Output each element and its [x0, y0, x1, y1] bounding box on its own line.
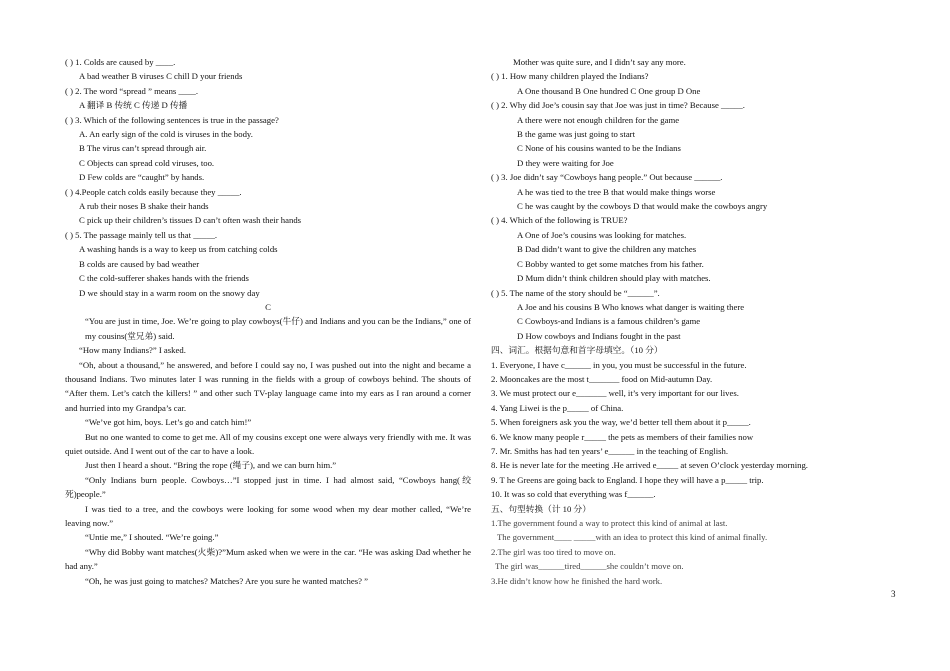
question-2: ( ) 2. Why did Joe’s cousin say that Joe was just in time? Because _____. — [491, 100, 745, 111]
question-1-options: A bad weather B viruses C chill D your friends — [79, 71, 243, 82]
question-5-option-a: A washing hands is a way to keep us from catching colds — [79, 244, 278, 255]
question-2-option-c: C None of his cousins wanted to be the Indians — [517, 143, 681, 154]
question-1: ( ) 1. Colds are caused by ____. — [65, 57, 176, 67]
story-paragraph: “Untie me,” I shouted. “We’re going.” — [85, 532, 219, 543]
question-2-option-d: D they were waiting for Joe — [517, 157, 614, 168]
question-4-option-a: A One of Joe’s cousins was looking for matches. — [517, 229, 687, 240]
vocab-item: 7. Mr. Smiths has had ten years’ e______ in the teaching of English. — [491, 445, 729, 456]
question-2-option-a: A there were not enough children for the game — [517, 114, 680, 125]
vocab-item: 5. When foreigners ask you the way, we’d better tell them about it p_____. — [491, 417, 751, 428]
transform-item-blank: The girl was______tired______she couldn’t move on. — [495, 561, 684, 572]
story-paragraph: Mother was quite sure, and I didn’t say any more. — [513, 57, 686, 67]
section-4-title: 四、词汇。根据句意和首字母填空。（10 分） — [491, 345, 663, 356]
vocab-item: 10. It was so cold that everything was f______. — [491, 489, 656, 500]
question-5-options-ab: A Joe and his cousins B Who knows what danger is waiting there — [517, 301, 745, 312]
question-3-option-c: C Objects can spread cold viruses, too. — [79, 157, 215, 168]
question-4-option-c: C Bobby wanted to get some matches from his father. — [517, 258, 704, 269]
story-paragraph: “We’ve got him, boys. Let’s go and catch him!” — [85, 417, 252, 428]
story-paragraph: “Why did Bobby want matches(火柴)?”Mum asked when we were in the car. “He was asking Dad whether he had any.” — [65, 546, 471, 572]
vocab-item: 4. Yang Liwei is the p_____ of China. — [491, 402, 624, 413]
transform-item-blank: The government____ _____with an idea to protect this kind of animal finally. — [497, 532, 768, 543]
transform-item: 2.The girl was too tired to move on. — [491, 546, 616, 557]
question-3-option-b: B The virus can’t spread through air. — [79, 143, 207, 154]
question-2-options: A 翻译 B 传统 C 传递 D 传播 — [79, 100, 188, 111]
story-paragraph: “Only Indians burn people. Cowboys…”I stopped just in time. I had almost said, “Cowboys hang(绞死)people.” — [65, 474, 471, 500]
question-4-option-b: B Dad didn’t want to give the children any matches — [517, 244, 697, 255]
question-2: ( ) 2. The word “spread ” means ____. — [65, 85, 199, 96]
vocab-item: 8. He is never late for the meeting .He arrived e_____ at seven O’clock yesterday morning. — [491, 460, 808, 471]
question-4: ( ) 4.People catch colds easily because they _____. — [65, 186, 242, 197]
question-1-options: A One thousand B One hundred C One group D One — [517, 85, 701, 96]
story-paragraph: “Oh, about a thousand,” he answered, and before I could say no, I was pushed out into the night and became a thousand Indians. Two minutes later I was running in the fields with a group of cowboys behind. The shouts of “After them. Let’s catch the killers! ” and other such TV-play language came into my ears as I ran around a corner and hurried into my Grandpa’s car. — [65, 359, 471, 413]
question-5: ( ) 5. The name of the story should be “______”. — [491, 287, 660, 298]
question-1: ( ) 1. How many children played the Indians? — [491, 71, 649, 82]
question-4: ( ) 4. Which of the following is TRUE? — [491, 215, 628, 226]
question-3: ( ) 3. Joe didn’t say “Cowboys hang people.” Out because ______. — [491, 172, 723, 183]
story-paragraph: But no one wanted to come to get me. All of my cousins except one were always very friendly with me. It was quiet outside. And I went out of the car to have a look. — [65, 431, 471, 456]
question-3-options-cd: C he was caught by the cowboys D that would make the cowboys angry — [517, 201, 768, 212]
question-3-option-d: D Few colds are “caught” by hands. — [79, 172, 205, 183]
story-paragraph: I was tied to a tree, and the cowboys were looking for some wood when my dear mother called, “We’re leaving now.” — [65, 503, 471, 528]
question-3-option-a: A. An early sign of the cold is viruses in the body. — [79, 129, 253, 140]
vocab-item: 2. Mooncakes are the most t_______ food on Mid-autumn Day. — [491, 373, 713, 384]
story-paragraph: “You are just in time, Joe. We’re going to play cowboys(牛仔) and Indians and you can be the Indians,” one of my cousins(堂兄弟) said. — [85, 316, 471, 341]
question-3: ( ) 3. Which of the following sentences is true in the passage? — [65, 114, 279, 125]
question-4-option-d: D Mum didn’t think children should play with matches. — [517, 273, 711, 284]
question-4-options-ab: A rub their noses B shake their hands — [79, 201, 209, 212]
vocab-item: 9. T he Greens are going back to England. I hope they will have a p_____ trip. — [491, 474, 764, 485]
right-column — [491, 55, 896, 588]
story-paragraph: “How many Indians?” I asked. — [79, 345, 186, 356]
question-5-option-b: B colds are caused by bad weather — [79, 258, 200, 269]
question-5-option-c: C the cold-sufferer shakes hands with the friends — [79, 273, 249, 284]
question-5: ( ) 5. The passage mainly tell us that _____. — [65, 229, 218, 240]
story-paragraph: Just then I heard a shout. “Bring the rope (绳子), and we can burn him.” — [85, 460, 337, 471]
vocab-item: 1. Everyone, I have c______ in you, you must be successful in the future. — [491, 359, 747, 370]
transform-item: 3.He didn’t know how he finished the hard work. — [491, 575, 663, 586]
section-c-heading: C — [265, 301, 271, 312]
vocab-item: 3. We must protect our e_______ well, it’s very important for our lives. — [491, 388, 739, 399]
question-4-options-cd: C pick up their children’s tissues D can’t often wash their hands — [79, 215, 302, 226]
question-5-option-d: D How cowboys and Indians fought in the past — [517, 330, 681, 341]
question-5-option-c: C Cowboys-and Indians is a famous children’s game — [517, 316, 701, 327]
transform-item: 1.The government found a way to protect this kind of animal at last. — [491, 518, 728, 528]
question-2-option-b: B the game was just going to start — [517, 129, 635, 140]
section-5-title: 五、句型转换（计 10 分） — [491, 503, 591, 514]
question-5-option-d: D we should stay in a warm room on the snowy day — [79, 287, 260, 298]
question-3-options-ab: A he was tied to the tree B that would make things worse — [517, 186, 716, 197]
story-paragraph: “Oh, he was just going to matches? Matches? Are you sure he wanted matches? ” — [85, 575, 368, 586]
left-column — [65, 55, 471, 588]
vocab-item: 6. We know many people r_____ the pets as members of their families now — [491, 431, 754, 442]
page-number: 3 — [891, 589, 896, 599]
